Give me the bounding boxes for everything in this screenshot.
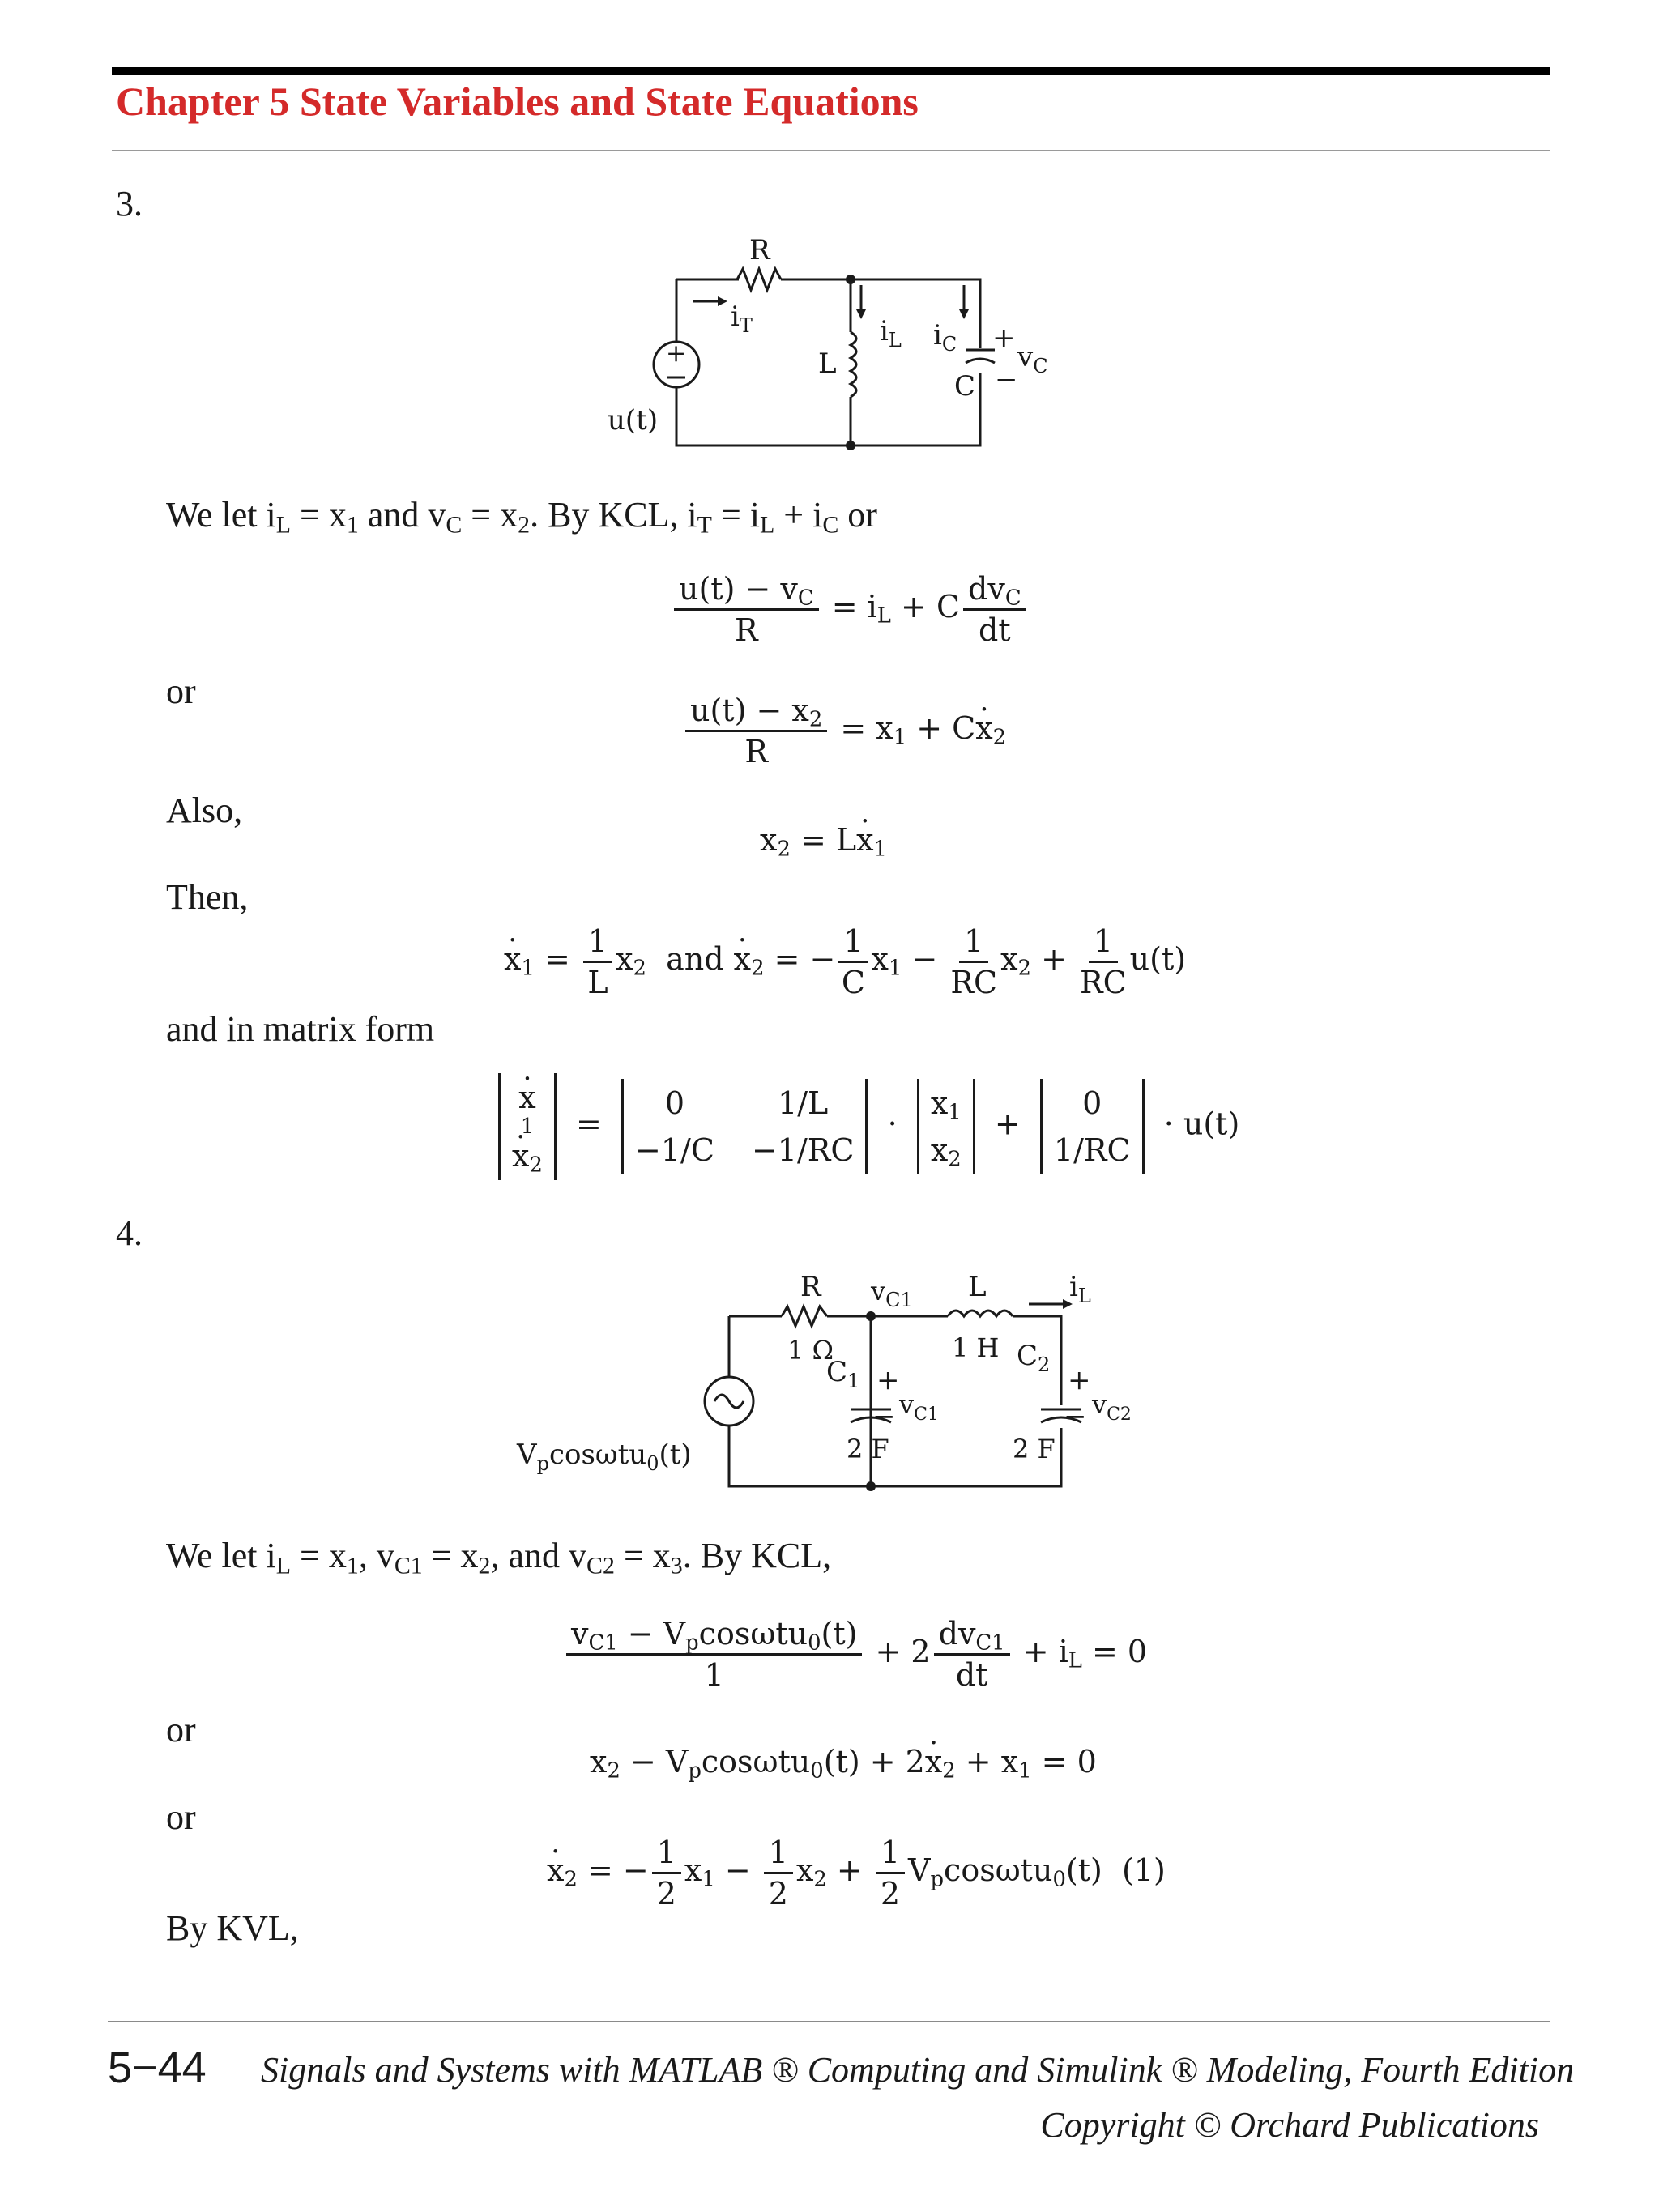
or-4b: or: [166, 1797, 196, 1837]
svg-text:1 H: 1 H: [952, 1332, 1000, 1363]
page-number: 5−44: [108, 2044, 207, 2092]
svg-text:+: +: [876, 1364, 900, 1396]
svg-text:+: +: [992, 322, 1016, 354]
equation-3-4: . $x_1$ = $\frac{1}{L}$ $x_2$ and . $x_2$ = − $\frac{1}{C}$ $x_1$ − $\frac{1}{RC}$ $x_2$ + $\frac{1}{RC}$ u(t): [504, 923, 1186, 1000]
svg-text:−: −: [995, 364, 1018, 396]
equation-3-3: $x_2 = L$. $x_1$: [760, 822, 887, 858]
then-label: Then,: [166, 877, 249, 917]
copyright-notice: Copyright © Orchard Publications: [1040, 2105, 1539, 2145]
resistor-label: R: [749, 235, 770, 266]
equation-3-1: $\frac{u(t) - v_C}{R}$ = $i_L + C$ $\frac{dv_C}{dt}$: [671, 571, 1030, 648]
svg-text:iL: $i_L$: [1069, 1271, 1091, 1307]
problem-4-intro: We let $i_L = x_1$, $v_{C1} = x_2$, and $v_{C2} = x_3$. By KCL,: [166, 1536, 832, 1579]
inductor-symbol: [851, 332, 856, 397]
svg-text:Vpcosωtu0(t): $V_p\cos\omega tu_0(t)$: [517, 1438, 692, 1475]
svg-text:C: C: [954, 370, 976, 403]
svg-text:L: L: [968, 1271, 987, 1303]
source-label: u(t): [608, 404, 659, 437]
equation-3-2: $\frac{u(t) - x_2}{R}$ = $x_1 + C$. $x_2$: [682, 693, 1006, 769]
header-divider: [112, 150, 1550, 151]
svg-text:C1: $C_1$: [826, 1356, 860, 1392]
problem-3-number: 3.: [116, 184, 143, 224]
svg-text:iT: $i_T$: [731, 300, 753, 337]
svg-text:−: −: [872, 1400, 896, 1433]
or-4a: or: [166, 1710, 196, 1750]
by-kvl-label: By KVL,: [166, 1908, 299, 1948]
svg-text:+: +: [1068, 1364, 1091, 1396]
equation-4-2: $x_2 - V_p\cos\omega tu_0(t) + 2$. $x_2 + x_1 = 0$: [590, 1744, 1097, 1779]
svg-text:2 F: 2 F: [1013, 1434, 1056, 1464]
circuit-diagram-4: [510, 1264, 1158, 1498]
svg-text:vC1: $v_{C1}$: [899, 1389, 939, 1425]
svg-text:−: −: [1064, 1400, 1087, 1433]
equation-4-1: $\frac{v_{C1} - V_p\cos\omega tu_0(t)}{1}$ + 2 $\frac{dv_{C1}}{dt}$ + $i_L = 0$: [563, 1616, 1147, 1693]
footer-divider: [108, 2021, 1550, 2022]
svg-text:iL: $i_L$: [880, 315, 902, 352]
or-3a: or: [166, 671, 196, 711]
top-rule: [112, 67, 1550, 75]
chapter-title: Chapter 5 State Variables and State Equations: [116, 79, 919, 124]
svg-text:iC: $i_C$: [933, 319, 957, 356]
svg-text:R: R: [800, 1271, 821, 1303]
svg-text:vC: $v_C$: [1017, 341, 1048, 377]
svg-text:1 Ω: 1 Ω: [787, 1335, 834, 1366]
svg-text:L: L: [818, 347, 837, 380]
svg-text:+: +: [666, 339, 687, 368]
circuit-diagram-3: [583, 235, 1085, 454]
svg-text:vC1: $v_{C1}$: [871, 1276, 913, 1311]
problem-3-intro: We let $i_L = x_1$ and $v_C = x_2$. By KCL, $i_T = i_L + i_C$ or: [166, 495, 877, 539]
svg-text:2 F: 2 F: [847, 1434, 889, 1464]
problem-4-number: 4.: [116, 1213, 143, 1253]
book-title: Signals and Systems with MATLAB ® Computing and Simulink ® Modeling, Fourth Edition: [261, 2050, 1575, 2090]
matrix-equation-3: . x 1 . $x_2$ = 0 1/L −1/C −1/RC · $x_1$ $x_2$ + 0 1/RC · u(t): [498, 1073, 1239, 1180]
svg-text:vC2: $v_{C2}$: [1092, 1389, 1132, 1425]
svg-text:C2: $C_2$: [1017, 1340, 1051, 1376]
matrix-form-label: and in matrix form: [166, 1009, 435, 1049]
equation-4-3: . $x_2$ = − $\frac{1}{2}$ $x_1$ − $\frac{1}{2}$ $x_2$ + $\frac{1}{2}$ $V_p\cos\omega tu_0(t)$ (1): [547, 1835, 1166, 1912]
also-label: Also,: [166, 791, 243, 830]
